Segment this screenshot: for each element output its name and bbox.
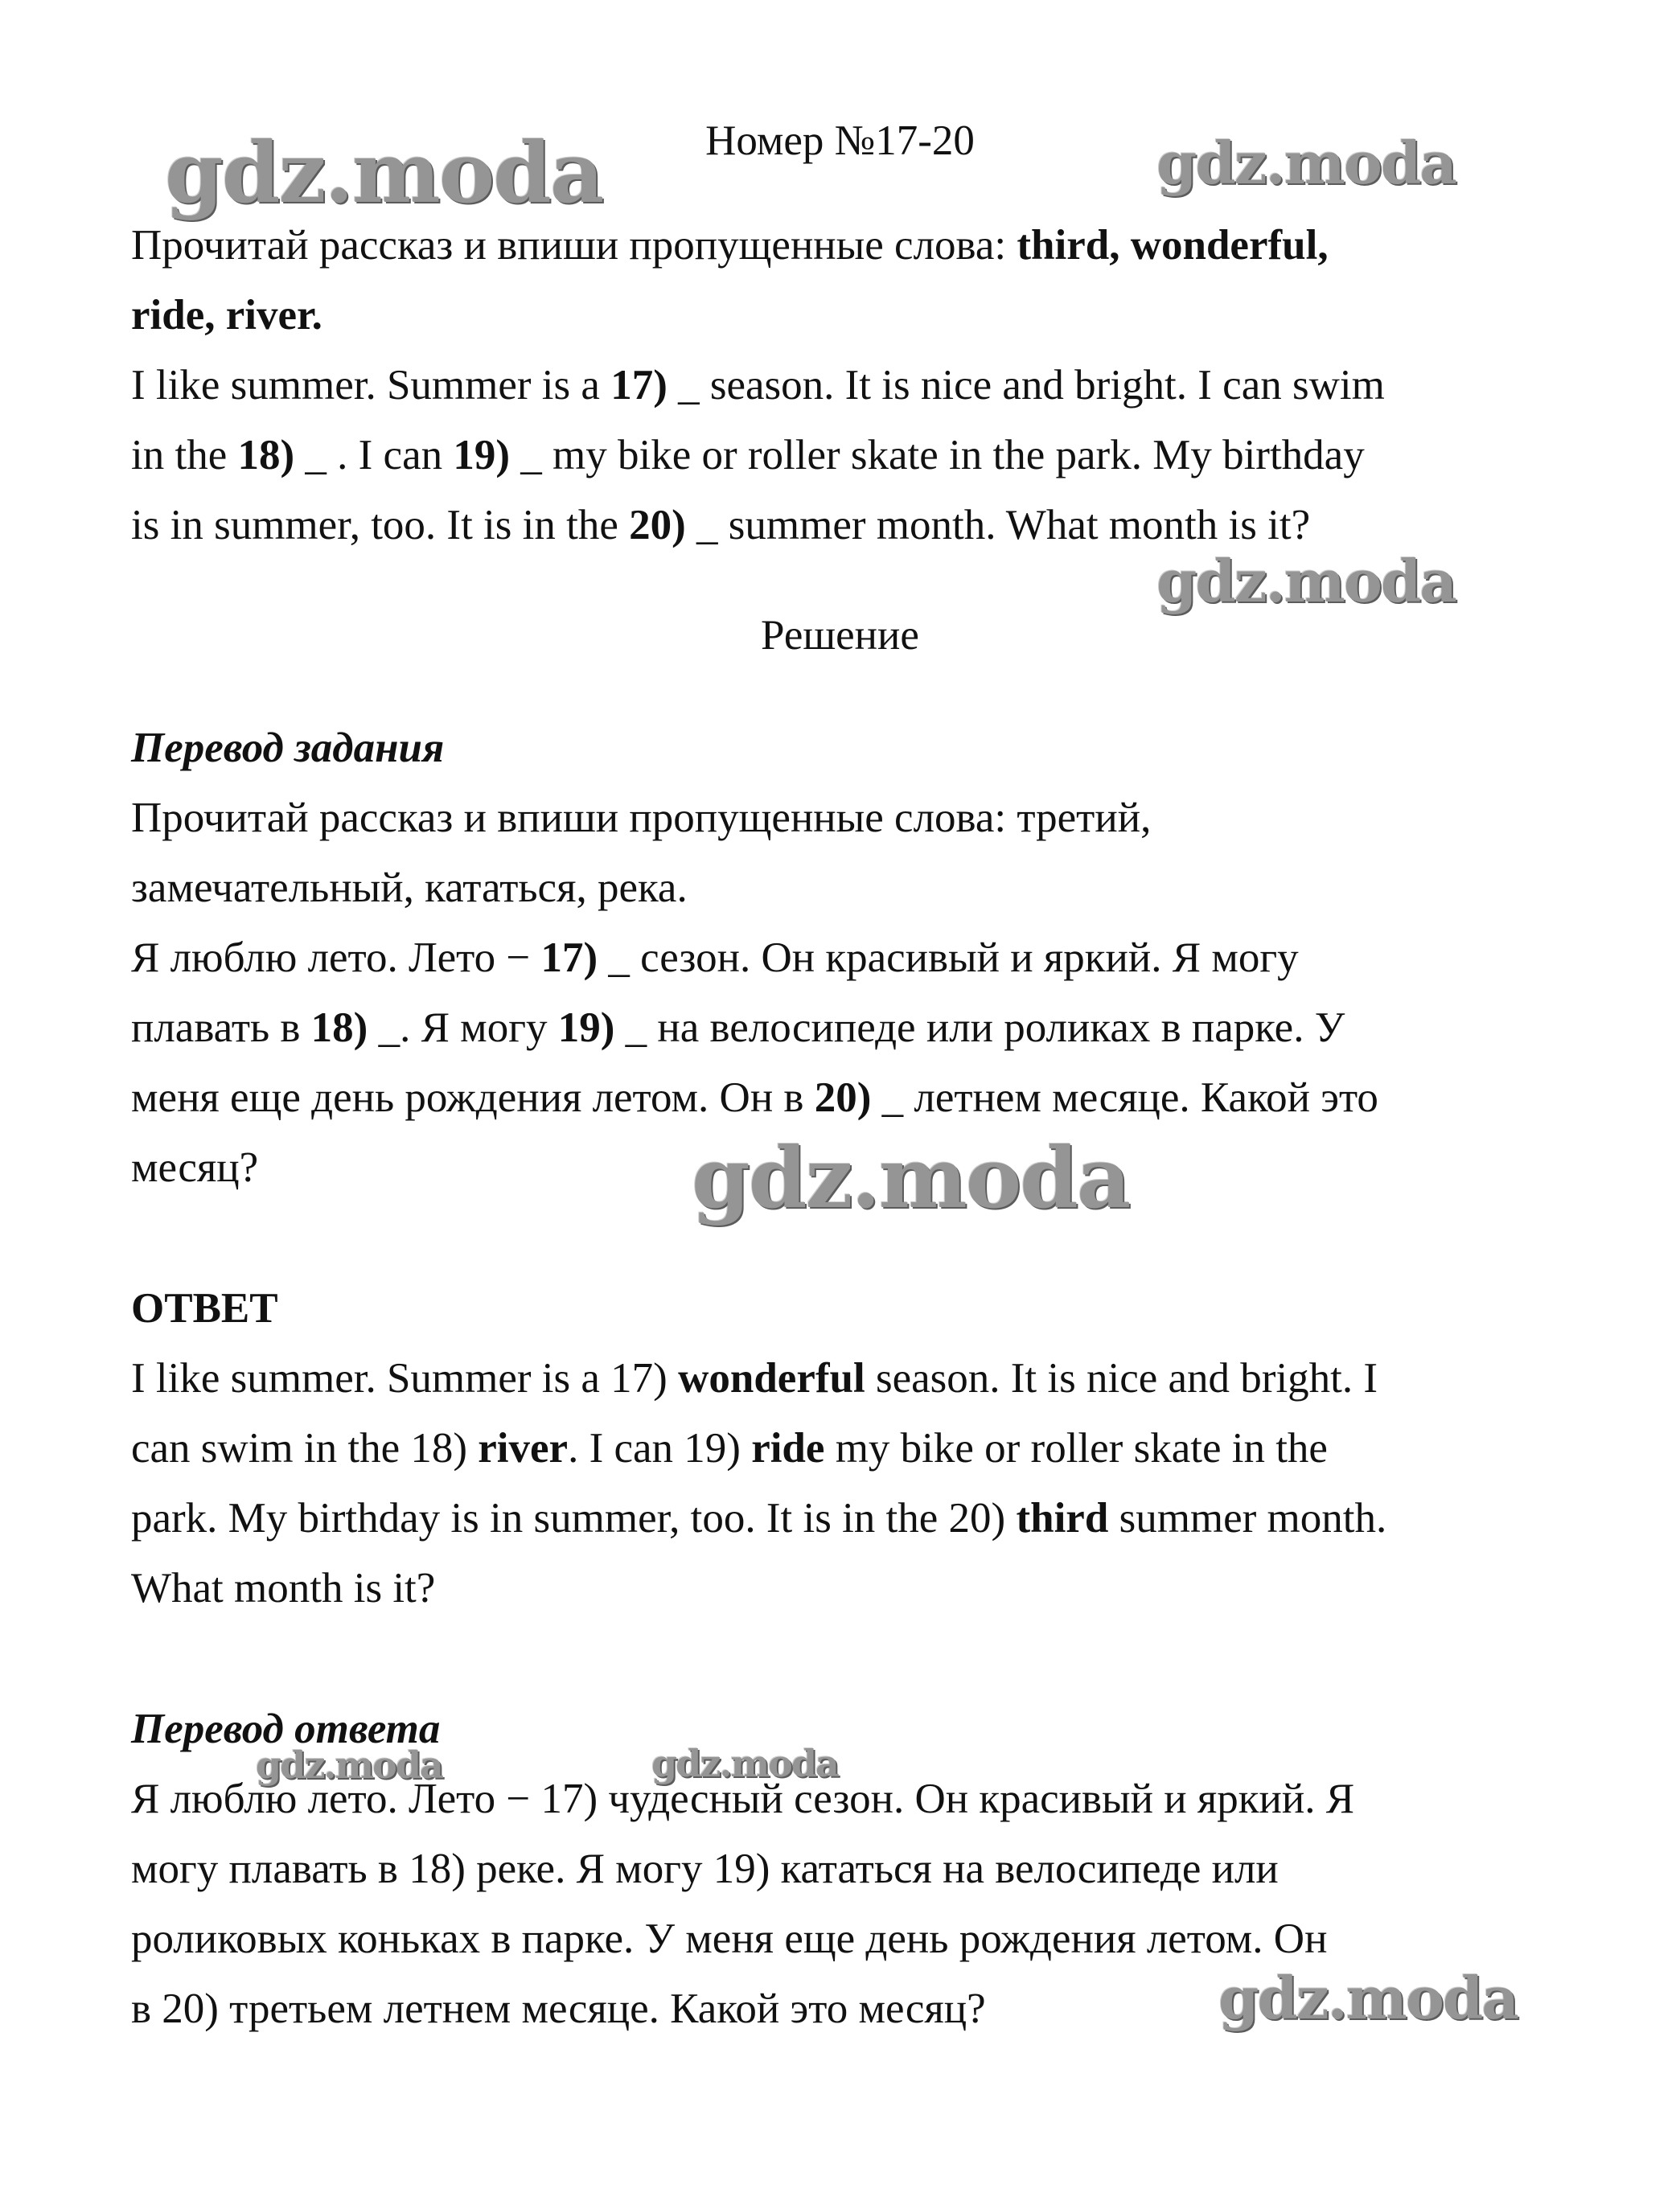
task-instruction: Прочитай рассказ и впиши пропущенные слова: <box>131 222 1007 269</box>
task-words-continued: ride, river. <box>131 292 322 339</box>
watermark-logo: gdz.moda <box>1156 129 1456 197</box>
story-line: is in summer, too. It is in the 20) _ summer month. What month is it? <box>131 502 1311 548</box>
answer-line: can swim in the 18) river. I can 19) ride my bike or roller skate in the <box>131 1425 1328 1472</box>
translation-line: меня еще день рождения летом. Он в 20) _ летнем месяце. Какой это <box>131 1074 1378 1121</box>
answer-translation-line: Я люблю лето. Лето − 17) чудесный сезон. Он красивый и яркий. Я <box>131 1776 1355 1822</box>
answer-heading: ОТВЕТ <box>131 1285 278 1332</box>
translation-line: Прочитай рассказ и впиши пропущенные слова: третий, <box>131 795 1152 841</box>
solution-label: Решение <box>761 612 919 659</box>
watermark-logo: gdz.moda <box>651 1742 838 1785</box>
answer-line: park. My birthday is in summer, too. It is in the 20) third summer month. <box>131 1495 1387 1542</box>
story-line: in the 18) _ . I can 19) _ my bike or roller skate in the park. My birthday <box>131 432 1365 478</box>
answer-line: I like summer. Summer is a 17) wonderful season. It is nice and bright. I <box>131 1355 1378 1402</box>
translation-line: замечательный, кататься, река. <box>131 864 688 911</box>
task-instruction-line <box>131 221 1563 269</box>
answer-translation-line: роликовых коньках в парке. У меня еще день рождения летом. Он <box>131 1916 1328 1962</box>
translation-line: плавать в 18) _. Я могу 19) _ на велосипеде или роликах в парке. У <box>131 1004 1345 1051</box>
watermark-logo: gdz.moda <box>1218 1964 1518 2032</box>
watermark-logo: gdz.moda <box>256 1743 442 1787</box>
answer-line: What month is it? <box>131 1565 436 1612</box>
task-number: Номер №17-20 <box>705 117 975 164</box>
translation-line: месяц? <box>131 1144 259 1191</box>
answer-translation-heading: Перевод ответа <box>131 1706 441 1752</box>
watermark-logo: gdz.moda <box>692 1128 1130 1227</box>
watermark-logo: gdz.moda <box>1156 547 1456 615</box>
story-line: I like summer. Summer is a 17) _ season. It is nice and bright. I can swim <box>131 362 1385 409</box>
translation-line: Я люблю лето. Лето − 17) _ сезон. Он красивый и яркий. Я могу <box>131 934 1299 981</box>
task-words: third, wonderful, <box>1017 222 1329 269</box>
answer-translation-line: могу плавать в 18) реке. Я могу 19) кататься на велосипеде или <box>131 1846 1279 1892</box>
task-translation-heading: Перевод задания <box>131 725 445 771</box>
watermark-logo: gdz.moda <box>165 123 603 222</box>
answer-translation-line: в 20) третьем летнем месяце. Какой это месяц? <box>131 1985 986 2032</box>
